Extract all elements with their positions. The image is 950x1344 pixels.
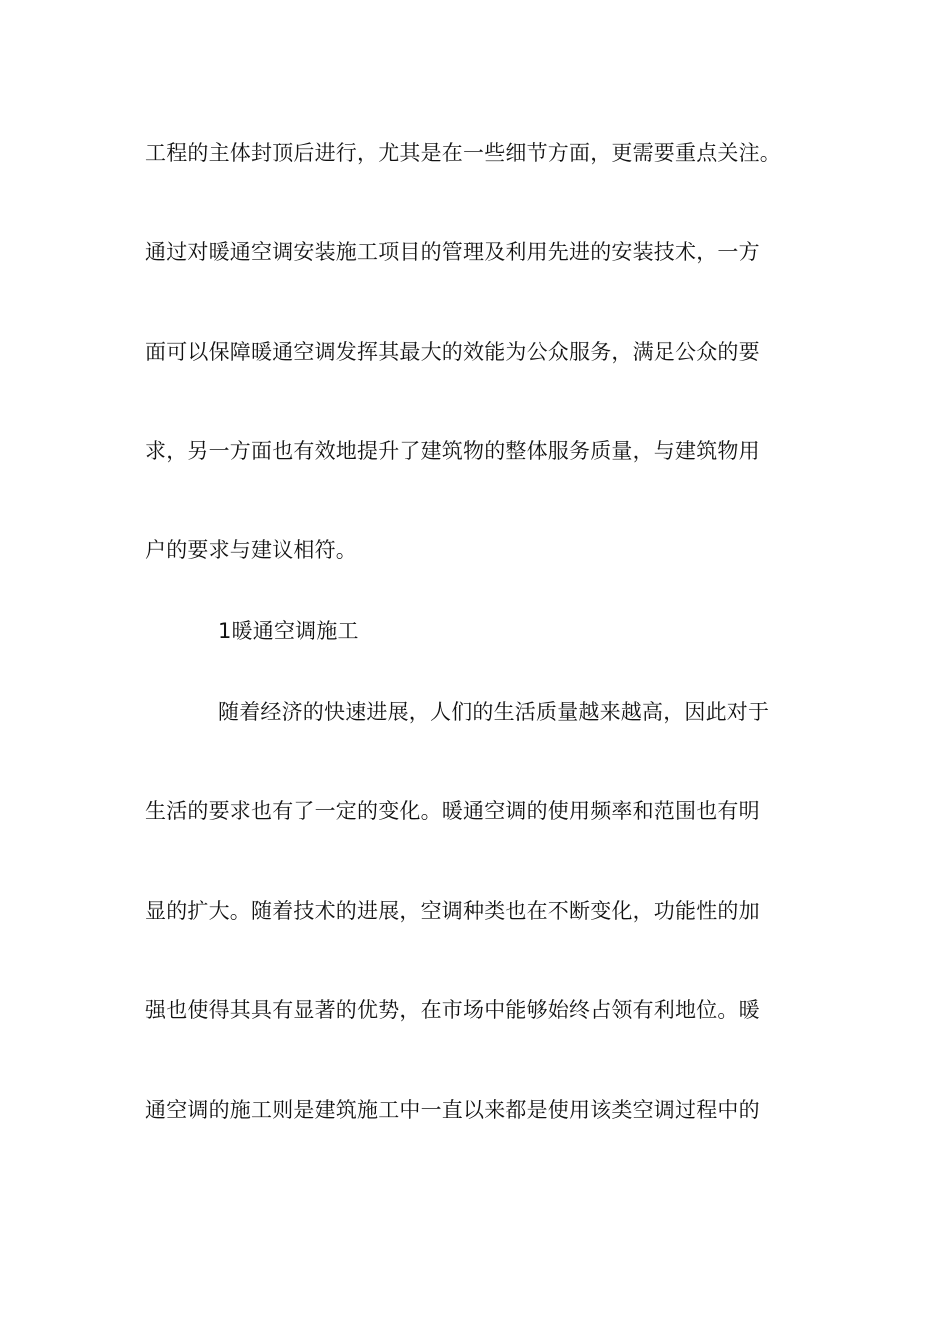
paragraph-1-line-5: 户的要求与建议相符。 (145, 538, 357, 562)
paragraph-2-line-1: 随着经济的快速进展，人们的生活质量越来越高，因此对于 (218, 700, 770, 724)
paragraph-1-line-3: 面可以保障暖通空调发挥其最大的效能为公众服务，满足公众的要 (145, 340, 760, 364)
paragraph-1-line-1: 工程的主体封顶后进行，尤其是在一些细节方面，更需要重点关注。 (145, 141, 781, 165)
paragraph-2-line-5: 通空调的施工则是建筑施工中一直以来都是使用该类空调过程中的 (145, 1098, 760, 1122)
paragraph-2-line-3: 显的扩大。随着技术的进展，空调种类也在不断变化，功能性的加 (145, 899, 760, 923)
paragraph-1-line-4: 求，另一方面也有效地提升了建筑物的整体服务质量，与建筑物用 (145, 439, 760, 463)
paragraph-1-line-2: 通过对暖通空调安装施工项目的管理及利用先进的安装技术，一方 (145, 240, 760, 264)
section-heading: 1暖通空调施工 (218, 619, 359, 643)
paragraph-2-line-4: 强也使得其具有显著的优势，在市场中能够始终占领有利地位。暖 (145, 998, 760, 1022)
paragraph-2-line-2: 生活的要求也有了一定的变化。暖通空调的使用频率和范围也有明 (145, 799, 760, 823)
